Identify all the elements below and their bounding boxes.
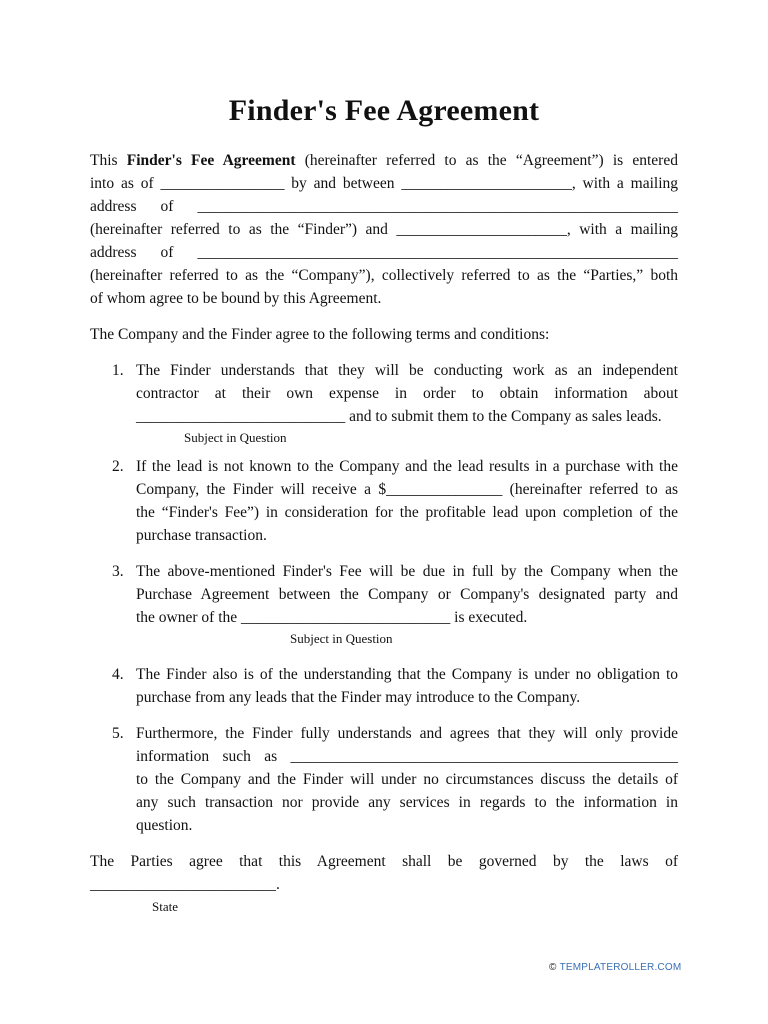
item-number-1: 1. [112,362,124,379]
intro-line-5: address of ______________________________________________________________ [90,244,678,261]
item-4-line-2: purchase from any leads that the Finder may introduce to the Company. [136,689,581,706]
item-2-line-2: Company, the Finder will receive a $_______________ (hereinafter referred to as [136,481,678,498]
item-number-3: 3. [112,563,124,580]
item-2-line-4: purchase transaction. [136,527,267,544]
item-4-line-1: The Finder also is of the understanding that the Company is under no obligation to [136,666,678,683]
intro-line-2: into as of ________________ by and between ______________________, with a mailing [90,175,678,192]
footer-credit[interactable] [549,962,681,973]
agreement-name-bold: Finder's Fee Agreement [126,152,296,169]
item-5-line-4: any such transaction nor provide any services in regards to the information in [136,794,678,811]
closing-caption-state: State [152,899,178,914]
intro-line-4: (hereinafter referred to as the “Finder”) and ______________________, with a mailing [90,221,678,238]
item-number-5: 5. [112,725,124,742]
intro-line-1 [90,151,678,171]
document-title: Finder's Fee Agreement [228,94,540,127]
item-5-line-1: Furthermore, the Finder fully understands and agrees that they will only provide [136,725,678,742]
item-3-line-1: The above-mentioned Finder's Fee will be due in full by the Company when the [136,563,678,580]
item-3-line-2: Purchase Agreement between the Company or Company's designated party and [136,586,678,603]
item-5-line-2: information such as __________________________________________________ [136,748,678,765]
item-3-line-3: the owner of the ___________________________ is executed. [136,609,528,626]
intro-line-6: (hereinafter referred to as the “Company”), collectively referred to as the “Parties,” both [90,267,678,284]
copyright-icon: © [549,962,557,973]
item-1-line-2: contractor at their own expense in order to obtain information about [136,385,678,402]
intro-line-3: address of ______________________________________________________________ [90,198,678,215]
item-number-2: 2. [112,458,124,475]
item-5-line-5: question. [136,817,193,834]
item-3-caption: Subject in Question [290,631,393,646]
item-2-line-3: the “Finder's Fee”) in consideration for the profitable lead upon completion of the [136,504,678,521]
intro-text-pre: This [90,152,127,169]
item-2-line-1: If the lead is not known to the Company and the lead results in a purchase with the [136,458,678,475]
footer-link[interactable]: TEMPLATEROLLER.COM [559,962,682,973]
item-5-line-3: to the Company and the Finder will under no circumstances discuss the details of [136,771,678,788]
item-1-line-3: ___________________________ and to submit them to the Company as sales leads. [136,408,662,425]
intro-line-7: of whom agree to be bound by this Agreement. [90,290,382,307]
closing-line-2: ________________________. [90,876,280,893]
intro-text-post: (hereinafter referred to as the “Agreement”) is entered [295,152,678,169]
closing-line-1: The Parties agree that this Agreement shall be governed by the laws of [90,853,678,870]
item-1-caption: Subject in Question [184,430,287,445]
item-1-line-1: The Finder understands that they will be conducting work as an independent [136,362,678,379]
terms-intro: The Company and the Finder agree to the following terms and conditions: [90,326,550,343]
item-number-4: 4. [112,666,124,683]
